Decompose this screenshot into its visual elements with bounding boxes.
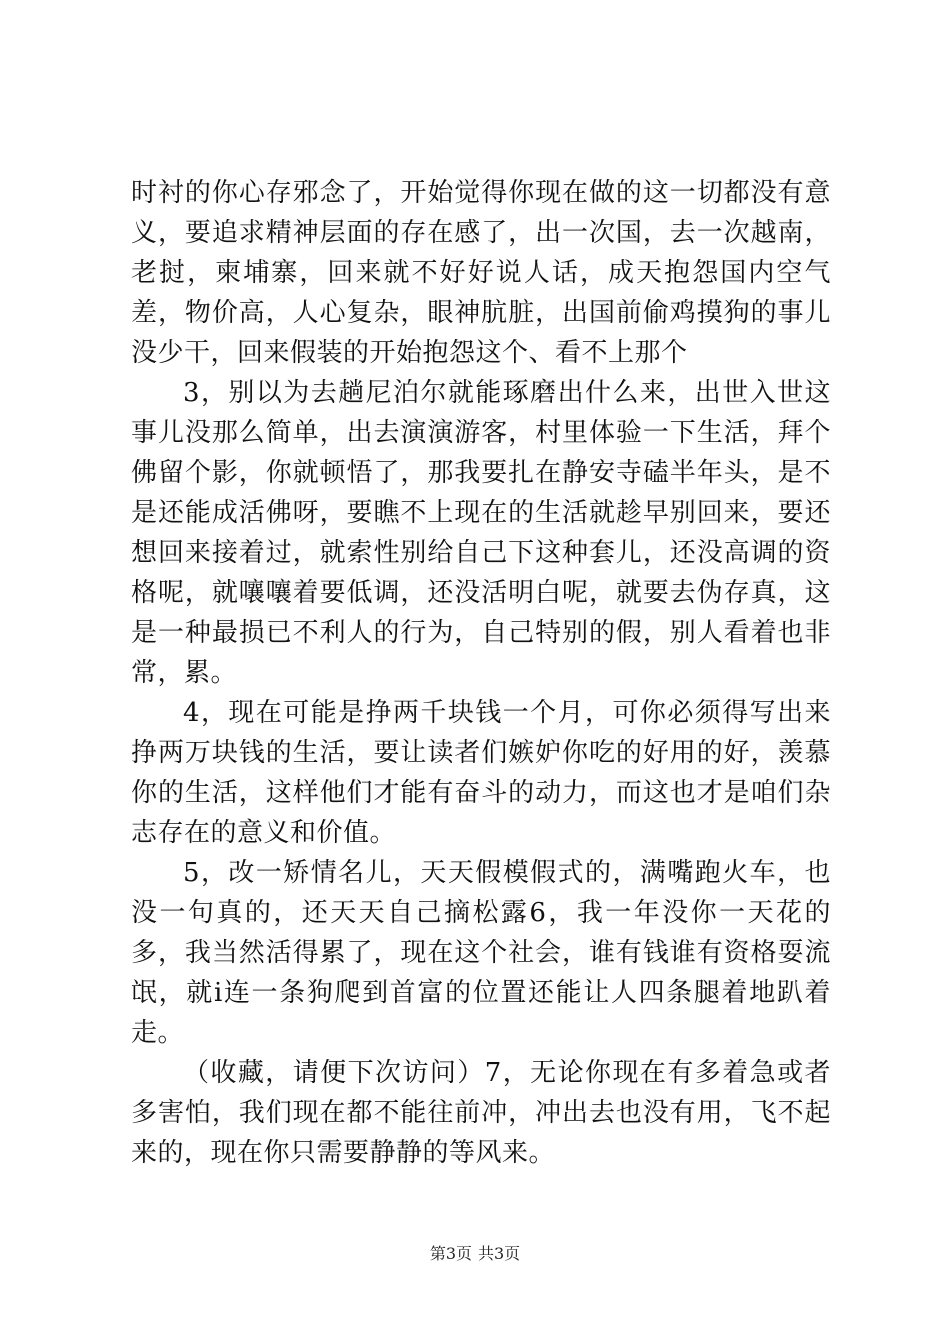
paragraph: 时衬的你心存邪念了，开始觉得你现在做的这一切都没有意义，要追求精神层面的存在感了，出一次国，去一次越南，老挝，柬埔寨，回来就不好好说人话，成天抱怨国内空气差，物价高，人心复杂，眼神肮脏，出国前偷鸡摸狗的事儿没少干，回来假装的开始抱怨这个、看不上那个 [131, 178, 831, 368]
paragraph: 5，改一矫情名儿，天天假模假式的，满嘴跑火车，也没一句真的，还天天自己摘松露6，我一年没你一天花的多，我当然活得累了，现在这个社会，谁有钱谁有资格耍流氓，就i连一条狗爬到首富的位置还能让人四条腿着地趴着走。 [131, 858, 831, 1048]
paragraph: 4，现在可能是挣两千块钱一个月，可你必须得写出来挣两万块钱的生活，要让读者们嫉妒你吃的好用的好，羡慕你的生活，这样他们才能有奋斗的动力，而这也才是咱们杂志存在的意义和价值。 [131, 698, 831, 848]
page-number: 第3页 [429, 1244, 472, 1263]
page-total: 共3页 [478, 1244, 521, 1263]
page-footer [0, 1244, 950, 1264]
paragraph: 3，别以为去趟尼泊尔就能琢磨出什么来，出世入世这事儿没那么简单，出去演演游客，村里体验一下生活，拜个佛留个影，你就顿悟了，那我要扎在静安寺磕半年头，是不是还能成活佛呀，要瞧不上现在的生活就趁早别回来，要还想回来接着过，就索性别给自己下这种套儿，还没高调的资格呢，就嚷嚷着要低调，还没活明白呢，就要去伪存真，这是一种最损已不利人的行为，自己特别的假，别人看着也非常，累。 [131, 378, 831, 688]
paragraph: （收藏，请便下次访问）7，无论你现在有多着急或者多害怕，我们现在都不能往前冲，冲出去也没有用，飞不起来的，现在你只需要静静的等风来。 [131, 1058, 831, 1168]
document-body [131, 173, 831, 1173]
